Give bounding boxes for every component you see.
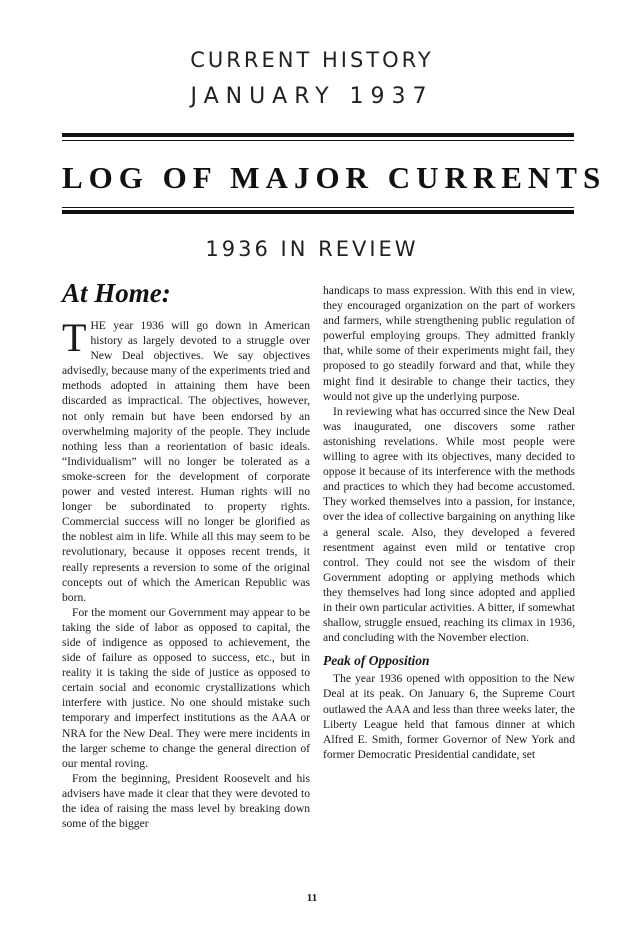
- paragraph-4: handicaps to mass expression. With this end in view, they encouraged organization on the part of workers and farmers, while strengthening public regulation of powerful employing groups. They admitted frankly that, while some of their experiments might fail, they proposed to go steadily forward and that, while they might find it desirable to change their tactics, they would not give up the underlying purpose.: [323, 284, 575, 403]
- bottom-rule-thin: [62, 207, 574, 208]
- bottom-rule-thick: [62, 210, 574, 214]
- article-heading: At Home:: [62, 278, 171, 308]
- top-rule-thick: [62, 133, 574, 137]
- paragraph-6: The year 1936 opened with opposition to the New Deal at its peak. On January 6, the Supreme Court outlawed the AAA and less than three weeks later, the Liberty League held that famous dinner at which Alfred E. Smith, former Governor of New York and former Democratic Presidential candidate, set: [323, 672, 575, 761]
- paragraph-1-text: HE year 1936 will go down in American history as largely devoted to a struggle over New Deal objectives. We say objectives advisedly, because many of the experiments tried and methods adopted in attaining them have been discarded as impractical. The objectives, however, not only remain but have been endorsed by an overwhelming majority of the people. They include nothing less than a reorientation of basic ideals. “Individualism” will no longer be tolerated as a smoke-screen for the development of corporate power and vested interest. Human rights will no longer be subordinated to property rights. Commercial success will no longer be glorified as the noblest aim in life. While all this may seem to be revolutionary, because it opposes recent trends, it really represents a reversion to some of the original concepts out of which the American Republic was born.: [62, 319, 310, 604]
- left-column: [62, 278, 310, 831]
- drop-cap: T: [62, 315, 87, 360]
- top-rule-thin: [62, 140, 574, 141]
- page-number: 11: [306, 892, 318, 904]
- publication-title: CURRENT HISTORY: [190, 48, 434, 72]
- issue-date: JANUARY 1937: [190, 84, 434, 109]
- right-column: [323, 283, 575, 762]
- paragraph-1: [62, 315, 310, 605]
- section-title: LOG OF MAJOR CURRENTS: [62, 160, 607, 195]
- review-title: 1936 IN REVIEW: [205, 237, 419, 261]
- subheading: Peak of Opposition: [323, 653, 430, 669]
- paragraph-3: From the beginning, President Roosevelt and his advisers have made it clear that they were devoted to the idea of raising the mass level by breaking down some of the bigger: [62, 771, 310, 831]
- paragraph-2: For the moment our Government may appear to be taking the side of labor as opposed to capital, the side of indigence as opposed to achievement, the side of failure as opposed to success, etc., but in reality it is taking the side of justice as opposed to certain social and economic crystallizations which interfere with justice. No one should mistake such temporary and imperfect institutions as the AAA or NRA for the New Deal. They were mere incidents in the larger scheme to change the general direction of our mental roving.: [62, 605, 310, 770]
- paragraph-5: In reviewing what has occurred since the New Deal was inaugurated, one discovers some rather astonishing revelations. While most people were willing to agree with its objectives, many decided to oppose it because of its interference with the methods and practices to which they had become accustomed. They worked themselves into a passion, for instance, over the idea of collective bargaining on anything like a general scale. Also, they developed a fevered resentment against even mild or tentative crop control. They could not see the wisdom of their Government adopting or applying methods which they themselves had long since adopted and applied in their own particular activities. A bitter, if somewhat shallow, struggle ensued, reaching its climax in 1936, and concluding with the November election.: [323, 404, 575, 645]
